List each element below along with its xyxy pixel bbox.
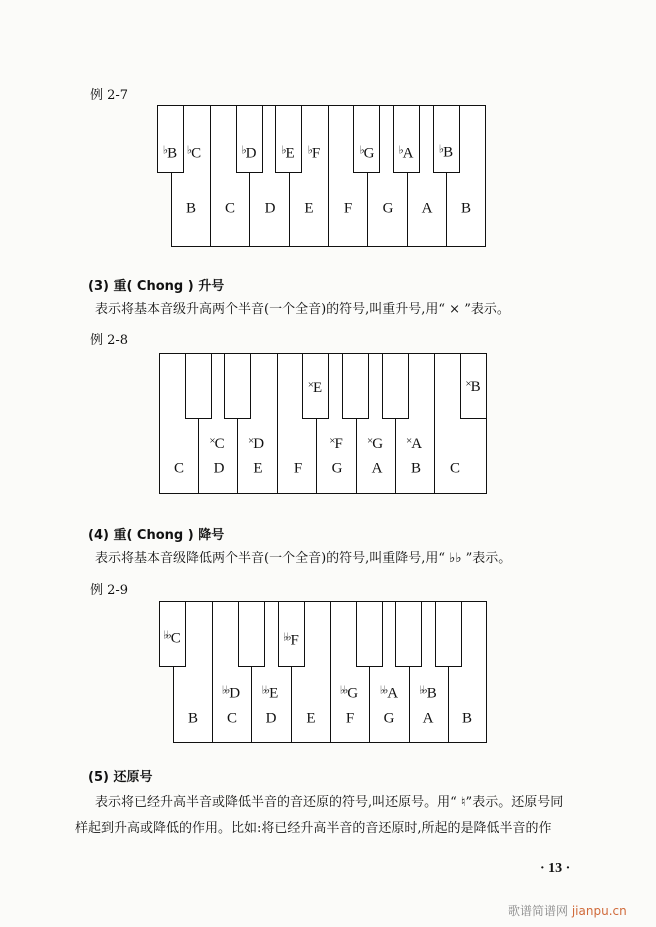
black-key: [275, 105, 302, 173]
key-label: D: [264, 200, 276, 217]
accidental-label: [308, 144, 321, 163]
paragraph: 表示将基本音级升高两个半音(一个全音)的符号,叫重升号,用“ × ”表示。: [95, 302, 510, 317]
watermark: [508, 902, 627, 919]
black-key: [435, 601, 462, 667]
key-label: F: [345, 710, 355, 727]
note: G: [363, 145, 375, 162]
key-label: E: [253, 460, 263, 477]
note: B: [443, 144, 454, 161]
double-sharp-icon: ×: [247, 435, 253, 447]
double-flat-icon: ♭♭: [163, 629, 170, 642]
accidental-label: [163, 144, 177, 163]
key-label: E: [306, 710, 316, 727]
note: E: [269, 685, 279, 702]
note: C: [170, 630, 181, 647]
black-key: [236, 105, 263, 173]
double-flat-icon: ♭♭: [339, 684, 347, 697]
black-key: [395, 601, 422, 667]
double-flat-icon: ♭♭: [221, 684, 229, 697]
flat-icon: ♭: [186, 144, 191, 157]
note: E: [313, 380, 323, 396]
key-label: E: [304, 200, 314, 217]
key-label: G: [383, 710, 395, 727]
black-key: [433, 105, 460, 173]
note: D: [245, 145, 257, 162]
double-sharp-icon: ×: [405, 435, 411, 447]
double-sharp-icon: ×: [307, 379, 313, 391]
accidental-label: [187, 144, 201, 163]
accidental-label: [308, 379, 322, 397]
accidental-label: [329, 435, 343, 453]
accidental-label: [406, 435, 422, 453]
accidental-label: [359, 144, 374, 163]
flat-icon: ♭: [162, 144, 167, 157]
key-label: C: [173, 460, 185, 477]
section-heading: (4) 重( Chong ) 降号: [88, 528, 225, 543]
black-key: [238, 601, 265, 667]
section-heading: (5) 还原号: [88, 770, 153, 785]
note: C: [191, 145, 202, 162]
black-key: [353, 105, 380, 173]
note: A: [402, 145, 414, 162]
section-heading: (3) 重( Chong ) 升号: [88, 279, 225, 294]
page-number: · 13 ·: [540, 861, 571, 876]
key-label: D: [213, 460, 225, 477]
black-key: [224, 353, 251, 419]
flat-icon: ♭: [398, 144, 402, 157]
note: F: [290, 632, 299, 649]
accidental-label: [380, 684, 398, 703]
flat-icon: ♭: [281, 144, 285, 157]
key-label: A: [371, 460, 383, 477]
note: B: [470, 379, 481, 395]
double-flat-icon: ♭♭: [419, 684, 426, 697]
paragraph: 表示将基本音级降低两个半音(一个全音)的符号,叫重降号,用“ ♭♭ ”表示。: [95, 551, 512, 566]
note: D: [229, 685, 241, 702]
accidental-label: [465, 378, 480, 396]
note: G: [347, 685, 359, 702]
flat-icon: ♭: [359, 144, 363, 157]
accidental-label: [248, 435, 264, 453]
paragraph: 样起到升高或降低的作用。比如:将已经升高半音的音还原时,所起的是降低半音的作: [75, 821, 552, 836]
note: B: [167, 145, 178, 162]
double-sharp-icon: ×: [465, 378, 470, 390]
black-key: [382, 353, 409, 419]
black-key: [356, 601, 383, 667]
key-label: G: [382, 200, 394, 217]
key-label: F: [293, 460, 303, 477]
accidental-label: [163, 629, 180, 648]
accidental-label: [439, 143, 453, 162]
example-label: 例 2-8: [90, 333, 129, 348]
double-flat-icon: ♭♭: [283, 631, 290, 644]
key-label: B: [187, 710, 199, 727]
key-label: C: [226, 710, 238, 727]
note: G: [372, 436, 384, 452]
example-label: 例 2-9: [90, 583, 129, 598]
note: F: [311, 145, 321, 162]
key-label: D: [265, 710, 277, 727]
watermark-text: 歌谱简谱网: [508, 904, 569, 918]
double-sharp-icon: ×: [209, 435, 214, 447]
example-label: 例 2-7: [90, 88, 129, 103]
key-label: A: [421, 200, 433, 217]
black-key: [185, 353, 212, 419]
black-key: [393, 105, 420, 173]
black-key: [342, 353, 369, 419]
accidental-label: [340, 684, 358, 703]
accidental-label: [262, 684, 279, 703]
note: F: [334, 436, 343, 452]
accidental-label: [209, 435, 224, 453]
key-label: F: [343, 200, 353, 217]
double-flat-icon: ♭♭: [379, 684, 387, 697]
note: C: [214, 436, 225, 452]
flat-icon: ♭: [438, 143, 443, 156]
accidental-label: [241, 144, 256, 163]
key-label: B: [460, 200, 472, 217]
double-sharp-icon: ×: [366, 435, 372, 447]
double-flat-icon: ♭♭: [261, 684, 269, 697]
paragraph: 表示将已经升高半音或降低半音的音还原的符号,叫还原号。用“ ♮”表示。还原号同: [95, 795, 564, 810]
note: E: [285, 145, 295, 162]
note: D: [253, 436, 265, 452]
accidental-label: [367, 435, 383, 453]
key-label: A: [422, 710, 434, 727]
key-label: B: [461, 710, 473, 727]
note: B: [426, 685, 437, 702]
flat-icon: ♭: [307, 144, 311, 157]
key-label: B: [185, 200, 197, 217]
flat-icon: ♭: [241, 144, 245, 157]
accidental-label: [419, 684, 436, 703]
accidental-label: [398, 144, 413, 163]
note: A: [387, 685, 399, 702]
watermark-url: jianpu.cn: [571, 904, 627, 918]
key-label: C: [224, 200, 236, 217]
accidental-label: [281, 144, 294, 163]
accidental-label: [222, 684, 240, 703]
black-key: [157, 105, 184, 173]
key-label: G: [331, 460, 343, 477]
key-label: B: [410, 460, 422, 477]
note: A: [411, 436, 423, 452]
double-sharp-icon: ×: [329, 435, 334, 447]
key-label: C: [449, 460, 461, 477]
accidental-label: [283, 631, 299, 650]
